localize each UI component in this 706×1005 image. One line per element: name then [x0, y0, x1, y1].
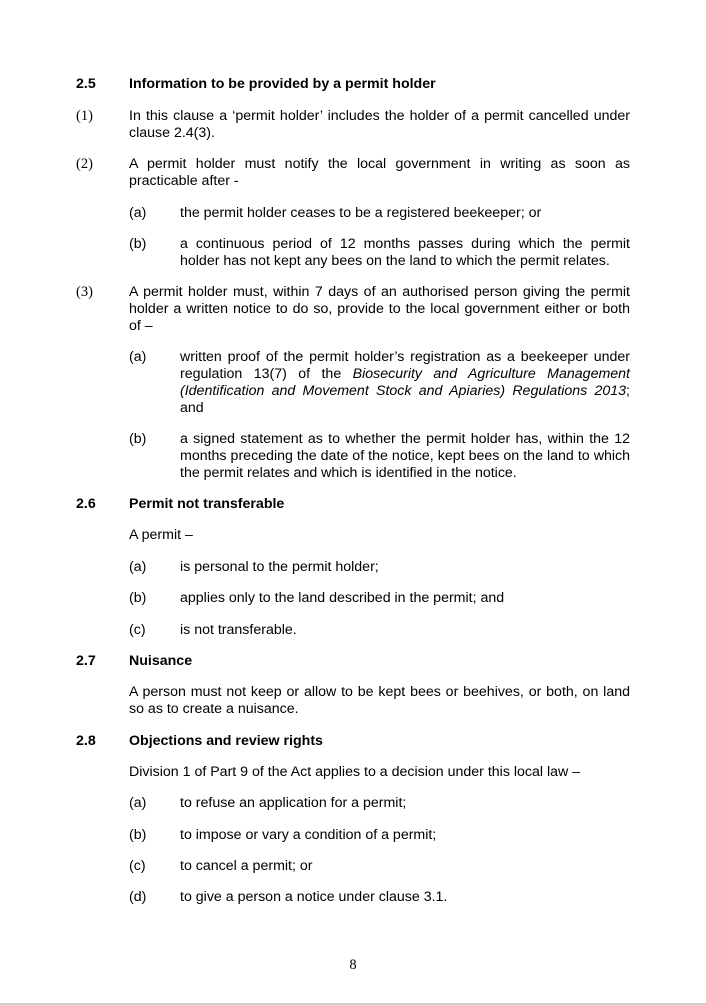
- regulation-title-italic: Biosecurity and Agriculture Management (Identification and Movement Stock and Apiaries) Regulations 2013: [180, 366, 630, 399]
- item-text: to refuse an application for a permit;: [180, 795, 407, 811]
- section-title: Nuisance: [129, 653, 193, 669]
- item-text: a continuous period of 12 months passes during which the permit holder has not kept any bees on the land to which the permit relates.: [180, 236, 630, 269]
- section-number: 2.6: [76, 496, 96, 512]
- paragraph-text: Division 1 of Part 9 of the Act applies to a decision under this local law –: [129, 764, 581, 780]
- paragraph-text: A permit holder must, within 7 days of an authorised person giving the permit holder a written notice to do so, provide to the local government either or both of –: [129, 284, 630, 334]
- item-text: the permit holder ceases to be a registered beekeeper; or: [180, 205, 542, 221]
- item-label: (c): [129, 622, 146, 638]
- paragraph-number: (3): [76, 284, 93, 300]
- paragraph-text: A permit –: [129, 527, 193, 543]
- paragraph-text: In this clause a ‘permit holder’ includes the holder of a permit cancelled under clause 2.4(3).: [129, 108, 630, 141]
- item-label: (a): [129, 795, 147, 811]
- item-label: (b): [129, 590, 147, 606]
- section-number: 2.7: [76, 653, 96, 669]
- item-text: to give a person a notice under clause 3.1.: [180, 889, 448, 905]
- section-number: 2.8: [76, 733, 96, 749]
- item-label: (b): [129, 827, 147, 843]
- item-text-part: ; and: [180, 383, 630, 416]
- item-text-part: written proof of the permit holder’s registration as a beekeeper under regulation 13(7) of the: [180, 349, 630, 382]
- section-title: Objections and review rights: [129, 733, 323, 749]
- item-label: (a): [129, 349, 147, 365]
- section-title: Permit not transferable: [129, 496, 285, 512]
- item-label: (c): [129, 858, 146, 874]
- paragraph-text: A permit holder must notify the local government in writing as soon as practicable after -: [129, 156, 630, 189]
- item-text: [180, 349, 630, 417]
- paragraph-text: A person must not keep or allow to be kept bees or beehives, or both, on land so as to create a nuisance.: [129, 684, 630, 717]
- paragraph-number: (1): [76, 108, 93, 124]
- section-title: Information to be provided by a permit holder: [129, 76, 436, 92]
- item-label: (a): [129, 205, 147, 221]
- item-label: (b): [129, 236, 147, 252]
- item-text: to impose or vary a condition of a permit;: [180, 827, 437, 843]
- item-text: is personal to the permit holder;: [180, 559, 379, 575]
- item-text: applies only to the land described in the permit; and: [180, 590, 505, 606]
- page-number: 8: [349, 957, 357, 973]
- item-text: to cancel a permit; or: [180, 858, 313, 874]
- item-label: (d): [129, 889, 147, 905]
- item-text: a signed statement as to whether the permit holder has, within the 12 months preceding the date of the notice, kept bees on the land to which the permit relates and which is identified in the notice.: [180, 431, 630, 481]
- item-label: (a): [129, 559, 147, 575]
- item-text: is not transferable.: [180, 622, 297, 638]
- item-label: (b): [129, 431, 147, 447]
- section-number: 2.5: [76, 76, 96, 92]
- paragraph-number: (2): [76, 156, 93, 172]
